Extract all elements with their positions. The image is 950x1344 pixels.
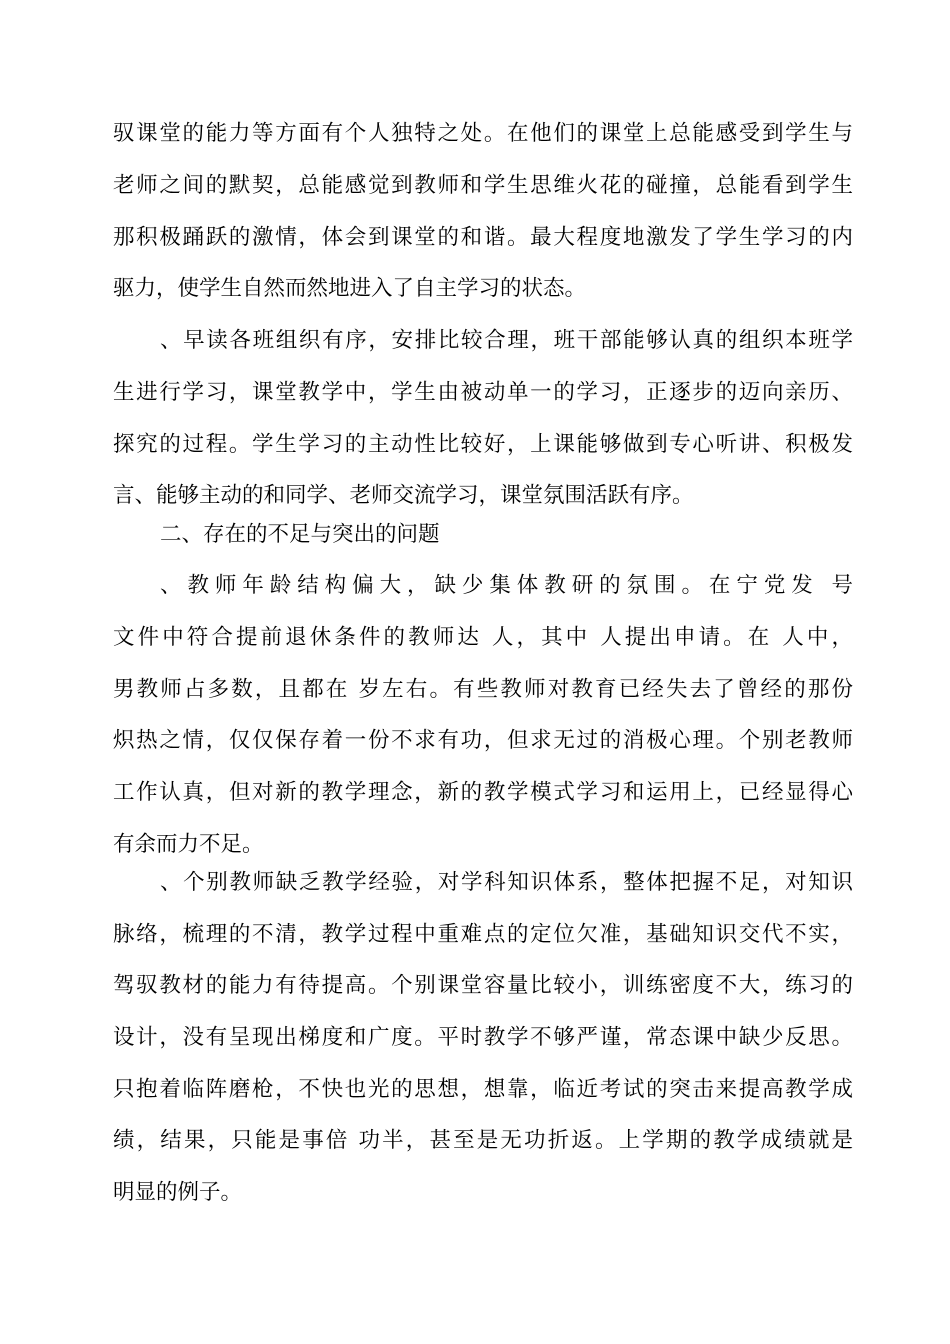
section-heading: 二、存在的不足与突出的问题 [160,522,440,547]
text-line: 那积极踊跃的激情，体会到课堂的和谐。最大程度地激发了学生学习的内 [113,225,853,250]
text-line: 、教师年龄结构偏大，缺少集体教研的氛围。在宁党发 号 [160,573,853,598]
text-line: 老师之间的默契，总能感觉到教师和学生思维火花的碰撞，总能看到学生 [113,173,853,198]
text-line: 设计，没有呈现出梯度和广度。平时教学不够严谨，常态课中缺少反思。 [113,1025,853,1050]
text-line: 炽热之情，仅仅保存着一份不求有功，但求无过的消极心理。个别老教师 [113,728,853,753]
text-line: 生进行学习，课堂教学中，学生由被动单一的学习，正逐步的迈向亲历、 [113,380,853,405]
text-line: 男教师占多数，且都在 岁左右。有些教师对教育已经失去了曾经的那份 [113,677,853,702]
text-line: 明显的例子。 [113,1180,243,1205]
text-line: 探究的过程。学生学习的主动性比较好，上课能够做到专心听讲、积极发 [113,432,853,457]
text-line: 有余而力不足。 [113,832,264,857]
text-line: 工作认真，但对新的教学理念，新的教学模式学习和运用上，已经显得心 [113,780,853,805]
text-line: 文件中符合提前退休条件的教师达 人，其中 人提出申请。在 人中， [113,625,853,650]
text-line: 只抱着临阵磨枪，不快也光的思想，想靠，临近考试的突击来提高教学成 [113,1077,853,1102]
text-line: 绩，结果，只能是事倍 功半，甚至是无功折返。上学期的教学成绩就是 [113,1128,853,1153]
text-line: 脉络，梳理的不清，教学过程中重难点的定位欠准，基础知识交代不实， [113,922,853,947]
text-line: 驾驭教材的能力有待提高。个别课堂容量比较小，训练密度不大，练习的 [113,973,853,998]
text-line: 、早读各班组织有序，安排比较合理，班干部能够认真的组织本班学 [160,328,853,353]
text-line: 、个别教师缺乏教学经验，对学科知识体系，整体把握不足，对知识 [160,870,853,895]
text-line: 驱力，使学生自然而然地进入了自主学习的状态。 [113,276,587,301]
text-line: 驭课堂的能力等方面有个人独特之处。在他们的课堂上总能感受到学生与 [113,121,853,146]
text-line: 言、能够主动的和同学、老师交流学习，课堂氛围活跃有序。 [113,483,694,508]
